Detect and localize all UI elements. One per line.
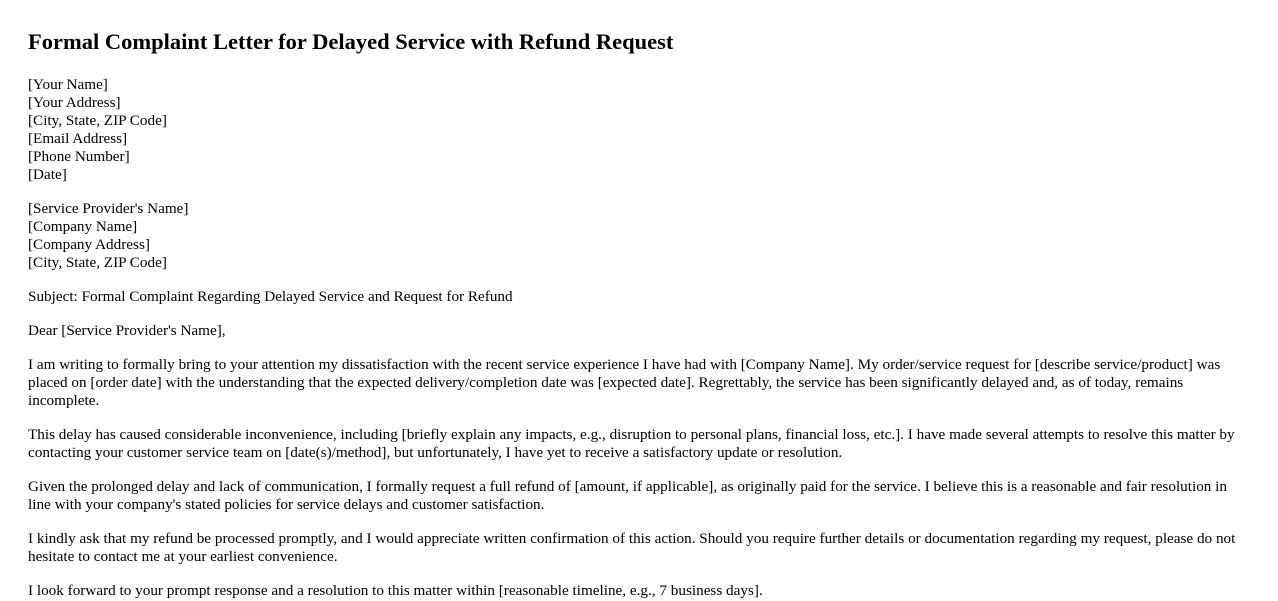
sender-phone: [Phone Number] [28,148,130,165]
recipient-city-state-zip: [City, State, ZIP Code] [28,254,167,271]
sender-city-state-zip: [City, State, ZIP Code] [28,112,167,129]
sender-address: [Your Address] [28,94,121,111]
recipient-block [28,200,1250,272]
sender-date: [Date] [28,166,67,183]
body-paragraph: I kindly ask that my refund be processed promptly, and I would appreciate written confirmation of this action. Should you require further details or documentation regarding my request, please do not hesitate to contact me at your earliest convenience. [28,530,1236,565]
recipient-provider-name: [Service Provider's Name] [28,200,189,217]
body-paragraph: I look forward to your prompt response and a resolution to this matter within [reasonable timeline, e.g., 7 business days]. [28,582,763,599]
salutation: Dear [Service Provider's Name], [28,322,226,339]
sender-email: [Email Address] [28,130,128,147]
sender-name: [Your Name] [28,76,108,93]
body-paragraph: I am writing to formally bring to your attention my dissatisfaction with the recent service experience I have had with [Company Name]. My order/service request for [describe service/product] was placed on [order date] with the understanding that the expected delivery/completion date was [expected date]. Regrettably, the service has been significantly delayed and, as of today, remains incomplete. [28,356,1221,409]
sender-block [28,76,1250,184]
body-paragraph: This delay has caused considerable inconvenience, including [briefly explain any impacts, e.g., disruption to personal plans, financial loss, etc.]. I have made several attempts to resolve this matter by contacting your customer service team on [date(s)/method], but unfortunately, I have yet to receive a satisfactory update or resolution. [28,426,1235,461]
subject-line: Subject: Formal Complaint Regarding Delayed Service and Request for Refund [28,288,513,305]
body-paragraph: Given the prolonged delay and lack of communication, I formally request a full refund of [amount, if applicable], as originally paid for the service. I believe this is a reasonable and fair resolution in line with your company's stated policies for service delays and customer satisfaction. [28,478,1227,513]
recipient-company-name: [Company Name] [28,218,138,235]
letter-title: Formal Complaint Letter for Delayed Service with Refund Request [28,29,674,54]
recipient-company-address: [Company Address] [28,236,150,253]
